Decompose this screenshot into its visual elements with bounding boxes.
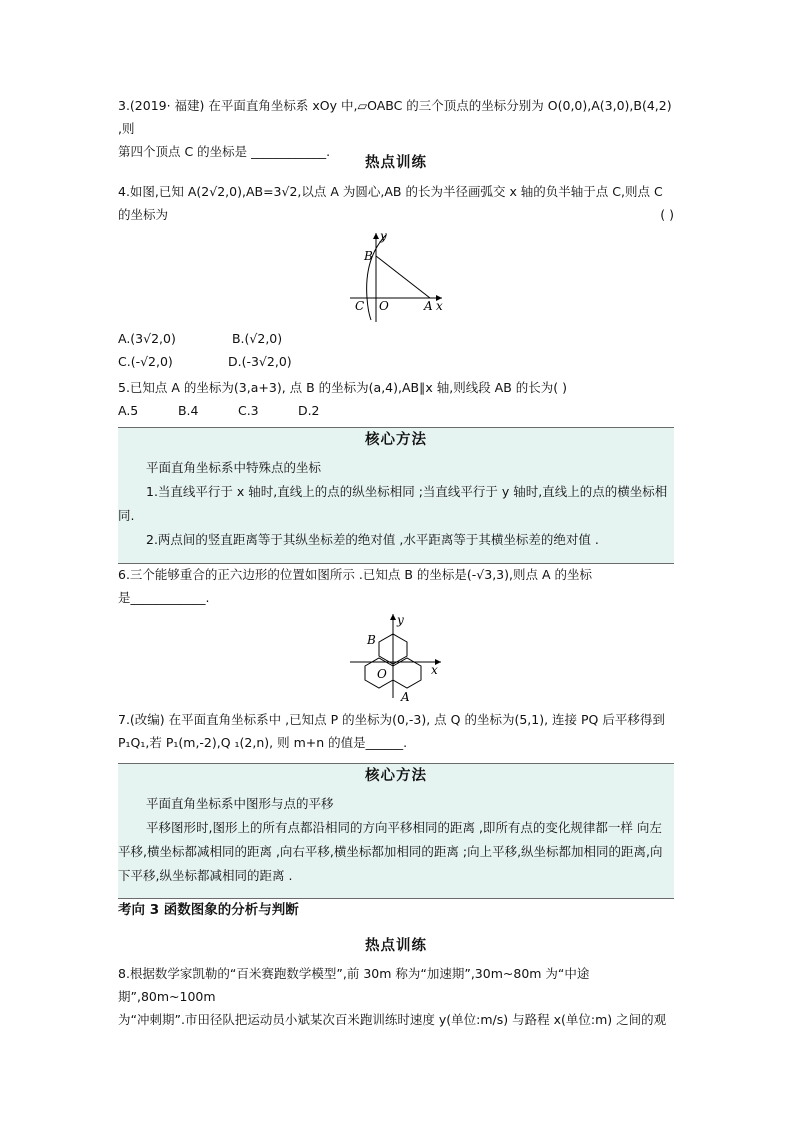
q4-answer-paren: ( ) [660, 207, 674, 222]
box1-title: 核心方法 [365, 432, 427, 448]
q4-options [118, 327, 674, 373]
question-4 [118, 180, 674, 226]
label-a: A [401, 690, 410, 704]
q5-option-b: B.4 [177, 403, 199, 418]
label-b: B [367, 633, 376, 647]
q4-option-d: D.(-3√2,0) [227, 354, 292, 369]
q7-line2: P₁Q₁,若 P₁(m,-2),Q ₁(2,n), 则 m+n 的值是______. [118, 735, 408, 750]
box2-title: 核心方法 [365, 768, 427, 784]
q4-figure [350, 230, 450, 325]
q3-line2: 第四个顶点 C 的坐标是 ____________. [118, 144, 331, 159]
q8-line1: 8.根据数学家凯勒的“百米赛跑数学模型”,前 30m 称为“加速期”,30m~80m 为“中途期”,80m~100m [118, 966, 590, 1004]
q4-line1: 4.如图,已知 A(2√2,0),AB=3√2,以点 A 为圆心,AB 的长为半径画弧交 x 轴的负半轴于点 C,则点 C [118, 184, 663, 199]
core-method-box-2 [118, 763, 674, 899]
q4-line2: 的坐标为 [118, 207, 169, 222]
hot-training-heading-1: 热点训练 [365, 155, 427, 171]
core-method-box-1 [118, 427, 674, 564]
q5-line1: 5.已知点 A 的坐标为(3,a+3), 点 B 的坐标为(a,4),AB∥x 轴,则线段 AB 的长为( ) [118, 380, 567, 395]
box1-point-1: 1.当直线平行于 x 轴时,直线上的点的纵坐标相同 ;当直线平行于 y 轴时,直线上的点的横坐标相同. [118, 484, 668, 523]
q5-option-a: A.5 [118, 403, 139, 418]
q6-line1: 6.三个能够重合的正六边形的位置如图所示 .已知点 B 的坐标是(-√3,3),则点 A 的坐标 [118, 567, 592, 582]
q4-option-c: C.(-√2,0) [118, 354, 173, 369]
q5-option-d: D.2 [297, 403, 320, 418]
box1-point-2: 2.两点间的竖直距离等于其纵坐标差的绝对值 ,水平距离等于其横坐标差的绝对值 . [146, 532, 599, 547]
label-b: B [364, 249, 373, 263]
section-3-heading: 考向 3 函数图象的分析与判断 [118, 902, 299, 918]
label-o: O [377, 667, 387, 681]
y-axis-arrow [373, 233, 379, 239]
segment-ab [376, 256, 430, 298]
q8-line2: 为“冲刺期”.市田径队把运动员小斌某次百米跑训练时速度 y(单位:m/s) 与路程 x(单位:m) 之间的观 [118, 1012, 667, 1027]
q3-line1: 3.(2019· 福建) 在平面直角坐标系 xOy 中,▱OABC 的三个顶点的坐标分别为 O(0,0),A(3,0),B(4,2) ,则 [118, 98, 672, 136]
q4-option-b: B.(√2,0) [231, 331, 283, 346]
label-y: y [380, 230, 387, 243]
q6-figure [345, 612, 445, 704]
label-x: x [436, 299, 443, 313]
box2-subtitle: 平面直角坐标系中图形与点的平移 [146, 796, 334, 811]
box1-subtitle: 平面直角坐标系中特殊点的坐标 [146, 460, 322, 475]
question-5 [118, 376, 674, 422]
box2-paragraph: 平移图形时,图形上的所有点都沿相同的方向平移相同的距离 ,即所有点的变化规律都一样 向左平移,横坐标都减相同的距离 ,向右平移,横坐标都加相同的距离 ;向上平移,纵坐标都加相同的距离,向下平移,纵坐标都减相同的距离 . [118, 820, 663, 883]
question-8 [118, 962, 674, 1031]
question-6 [118, 563, 674, 609]
hot-training-heading-2: 热点训练 [365, 938, 427, 954]
label-o: O [379, 299, 389, 313]
y-axis-arrow [390, 614, 396, 620]
question-7 [118, 708, 674, 754]
q6-line2: 是____________. [118, 590, 210, 605]
label-c: C [355, 299, 365, 313]
q4-option-a: A.(3√2,0) [118, 331, 176, 346]
label-a: A [424, 299, 433, 313]
q7-line1: 7.(改编) 在平面直角坐标系中 ,已知点 P 的坐标为(0,-3), 点 Q 的坐标为(5,1), 连接 PQ 后平移得到 [118, 712, 665, 727]
label-y: y [397, 613, 404, 627]
label-x: x [431, 663, 438, 677]
q5-option-c: C.3 [237, 403, 259, 418]
